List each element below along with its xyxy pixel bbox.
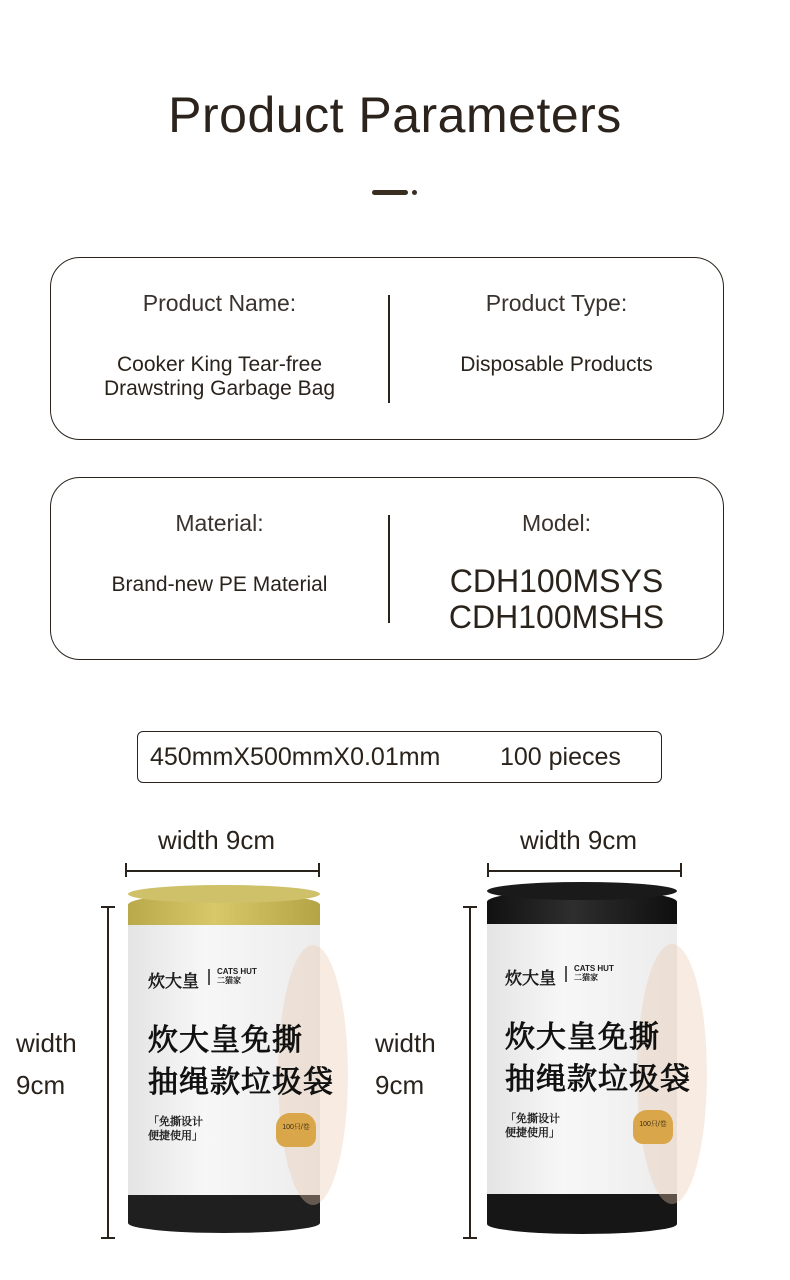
product-2-side-label-line1: width bbox=[375, 1028, 436, 1058]
product-type-label: Product Type: bbox=[485, 290, 628, 316]
material-value-line1: Brand-new PE Material bbox=[111, 573, 328, 596]
title-underline-dot bbox=[412, 190, 417, 195]
page-title: Product Parameters bbox=[168, 87, 622, 143]
product-2-cats-hut-en: CATS HUT bbox=[574, 964, 614, 973]
product-2-title-cn bbox=[505, 1017, 691, 1101]
product-2-top-measure-tick-right bbox=[680, 863, 682, 877]
product-1-title-cn-line2: 抽绳款垃圾袋 bbox=[148, 1066, 334, 1099]
product-1-cats-hut-en: CATS HUT bbox=[217, 967, 257, 976]
product-2-top-measure-line bbox=[487, 870, 681, 872]
product-1-top-measure-tick-right bbox=[318, 863, 320, 877]
product-2-note-line2: 便捷使用」 bbox=[505, 1127, 560, 1139]
product-1-side-measure-tick-top bbox=[101, 906, 115, 908]
product-1-top-measure-line bbox=[125, 870, 319, 872]
product-1-side-label-line2: 9cm bbox=[16, 1070, 66, 1100]
product-1-brand-separator bbox=[208, 969, 210, 985]
product-1-cats-hut-cn: 二猫家 bbox=[217, 976, 241, 985]
spec-dimensions: 450mmX500mmX0.01mm bbox=[150, 743, 441, 771]
product-1-note-line1: 「免撕设计 bbox=[148, 1116, 203, 1128]
product-2-count-badge: 100只/卷 bbox=[633, 1110, 673, 1144]
product-1-brand-cn: 炊大皇 bbox=[148, 972, 199, 991]
product-2-cats-hut-logo bbox=[574, 964, 614, 982]
product-type-value-line1: Disposable Products bbox=[460, 353, 653, 376]
material-cell bbox=[51, 478, 388, 659]
product-1-note bbox=[148, 1115, 203, 1143]
product-1-title-cn bbox=[148, 1020, 334, 1104]
product-1-note-line2: 便捷使用」 bbox=[148, 1130, 203, 1142]
product-2-cats-hut-cn: 二猫家 bbox=[574, 973, 598, 982]
product-1-roll-cap-top bbox=[128, 885, 320, 903]
product-name-value-line2: Drawstring Garbage Bag bbox=[103, 377, 336, 400]
product-1-side-label bbox=[16, 1022, 77, 1106]
product-2-side-label bbox=[375, 1022, 436, 1106]
parameter-card-material-model bbox=[50, 477, 724, 660]
product-2-side-measure-tick-bottom bbox=[463, 1237, 477, 1239]
model-value-line2: CDH100MSHS bbox=[448, 599, 665, 635]
product-1-count-badge: 100只/卷 bbox=[276, 1113, 316, 1147]
material-label: Material: bbox=[175, 510, 264, 536]
product-2-side-label-line2: 9cm bbox=[375, 1070, 425, 1100]
title-underline bbox=[372, 190, 408, 195]
product-1-side-measure-line bbox=[107, 906, 109, 1238]
parameter-card-name-type bbox=[50, 257, 724, 440]
product-2-top-width-label: width 9cm bbox=[520, 825, 638, 855]
product-name-value bbox=[51, 353, 388, 401]
product-1-roll-image bbox=[128, 885, 334, 1240]
product-1-side-measure-tick-bottom bbox=[101, 1237, 115, 1239]
product-1-top-width-label: width 9cm bbox=[158, 825, 276, 855]
product-2-side-measure-line bbox=[469, 906, 471, 1238]
product-name-label: Product Name: bbox=[142, 290, 297, 316]
product-1-cats-hut-logo bbox=[217, 967, 257, 985]
product-type-value bbox=[388, 353, 725, 377]
model-value-line1: CDH100MSYS bbox=[449, 563, 664, 599]
product-2-roll-cap-top bbox=[487, 882, 677, 900]
product-1-top-measure-tick-left bbox=[125, 863, 127, 877]
spec-quantity: 100 pieces bbox=[500, 743, 621, 771]
product-2-top-measure-tick-left bbox=[487, 863, 489, 877]
product-1-title-cn-line1: 炊大皇免撕 bbox=[148, 1024, 303, 1057]
product-2-roll-label bbox=[487, 924, 691, 1194]
product-2-brand-cn: 炊大皇 bbox=[505, 969, 556, 988]
material-value bbox=[51, 573, 388, 597]
model-cell bbox=[388, 478, 725, 659]
product-2-title-cn-line1: 炊大皇免撕 bbox=[505, 1021, 660, 1054]
product-1-roll-label bbox=[128, 925, 334, 1195]
product-type-cell bbox=[388, 258, 725, 439]
product-2-note-line1: 「免撕设计 bbox=[505, 1113, 560, 1125]
product-2-brand-separator bbox=[565, 966, 567, 982]
product-2-roll-image bbox=[487, 882, 691, 1240]
product-2-title-cn-line2: 抽绳款垃圾袋 bbox=[505, 1063, 691, 1096]
product-2-side-measure-tick-top bbox=[463, 906, 477, 908]
spec-box bbox=[137, 731, 662, 783]
product-name-cell bbox=[51, 258, 388, 439]
product-name-value-line1: Cooker King Tear-free bbox=[116, 353, 323, 376]
product-1-side-label-line1: width bbox=[16, 1028, 77, 1058]
model-value bbox=[388, 563, 725, 635]
product-2-note bbox=[505, 1112, 560, 1140]
model-label: Model: bbox=[521, 510, 592, 536]
